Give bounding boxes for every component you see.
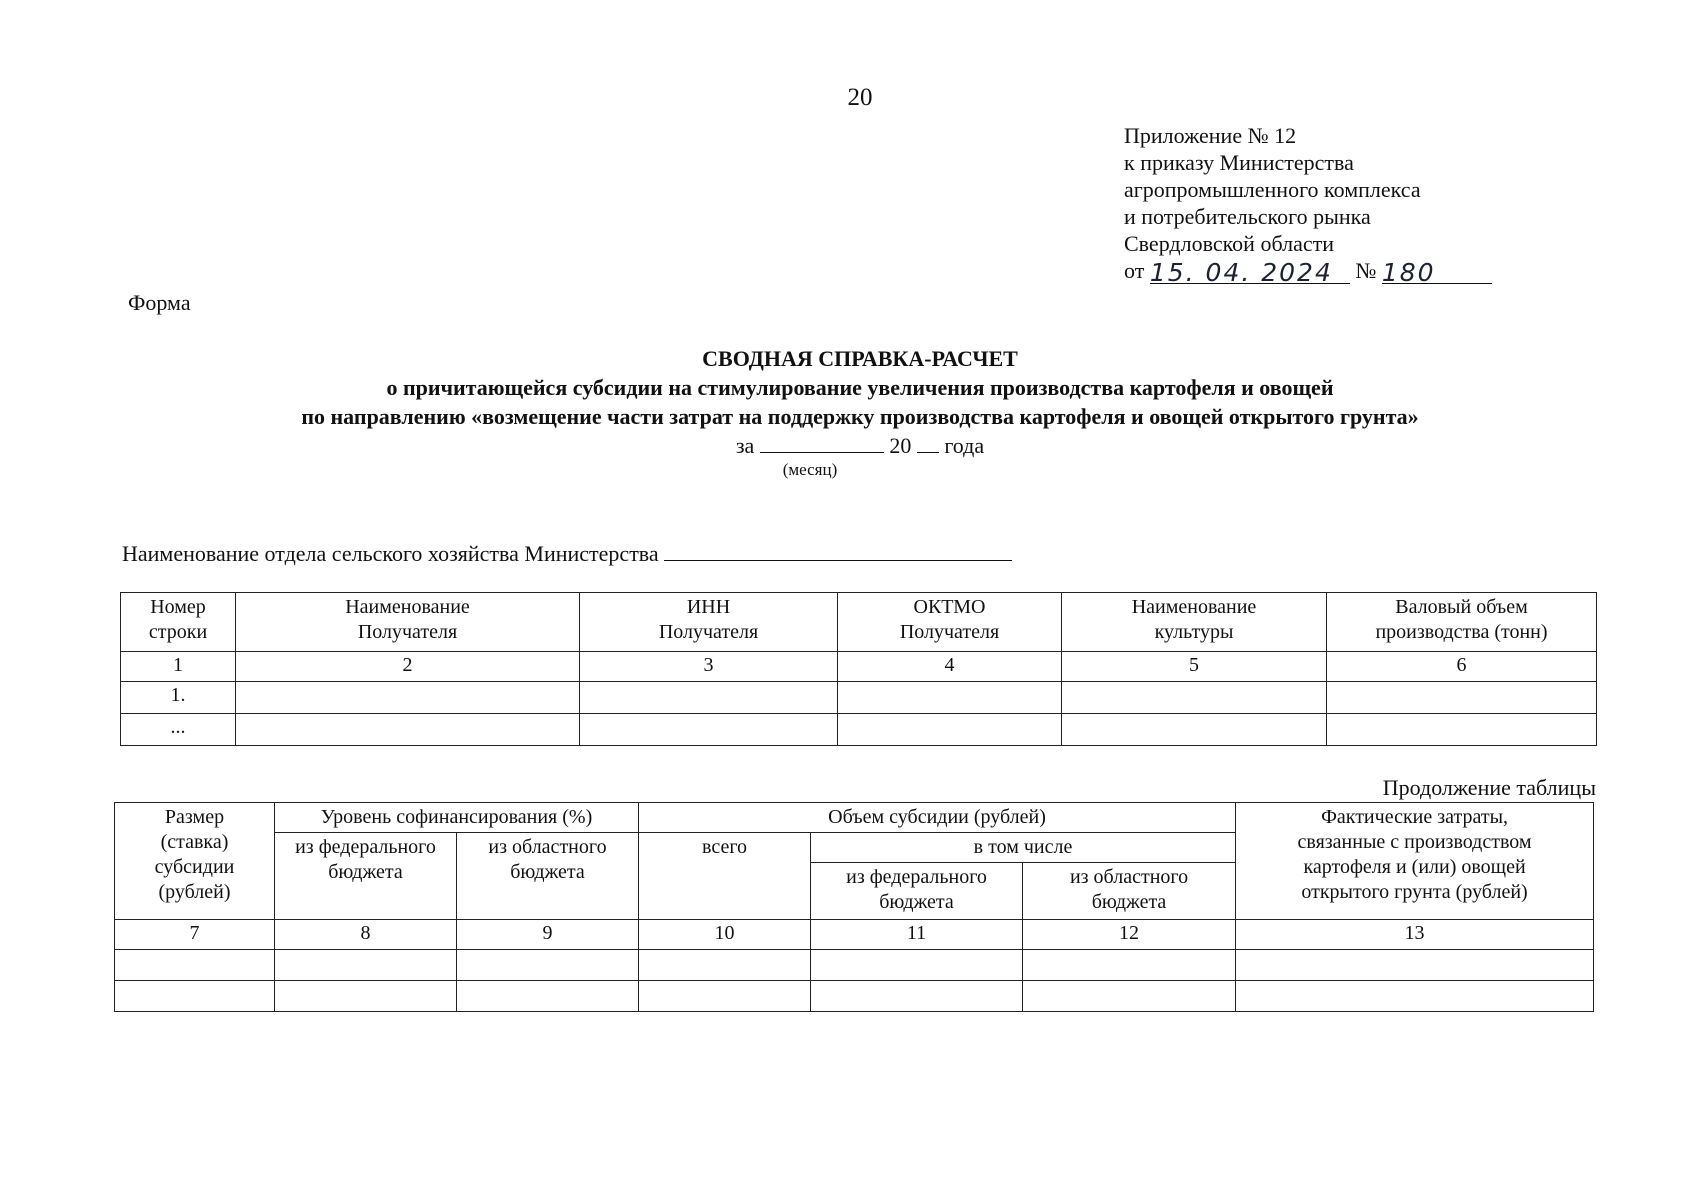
table-header-row — [121, 593, 1597, 652]
column-number: 3 — [580, 652, 838, 682]
column-number-row — [121, 652, 1597, 682]
form-label: Форма — [128, 290, 191, 315]
column-number: 13 — [1236, 920, 1594, 950]
header-cell-total: всего — [639, 833, 811, 920]
column-number: 7 — [115, 920, 275, 950]
table-cell — [457, 981, 639, 1012]
period-suffix: года — [944, 433, 985, 458]
table-cell — [1062, 682, 1327, 714]
period-line — [0, 431, 1697, 460]
table-cell — [639, 981, 811, 1012]
period-prefix: за — [735, 433, 755, 458]
month-blank — [760, 432, 884, 453]
subsidy-table — [114, 802, 1594, 1012]
column-number: 4 — [838, 652, 1062, 682]
appendix-line: Свердловской области — [1124, 231, 1334, 256]
table-cell — [236, 682, 580, 714]
month-caption: (месяц) — [782, 460, 838, 479]
table-cell — [1327, 714, 1597, 746]
header-cell: ОКТМО Получателя — [838, 593, 1062, 652]
header-cell: Валовый объем производства (тонн) — [1327, 593, 1597, 652]
page-number: 20 — [847, 84, 873, 111]
title-subtitle: о причитающейся субсидии на стимулирование увеличения производства картофеля и овощей — [386, 375, 1334, 400]
table-cell — [1236, 981, 1594, 1012]
table-cell — [1236, 950, 1594, 981]
table-cell — [838, 682, 1062, 714]
title-direction: по направлению «возмещение части затрат на поддержку производства картофеля и овощей открытого грунта» — [301, 404, 1419, 429]
table-row — [115, 950, 1594, 981]
handwritten-number: 180 — [1381, 258, 1436, 287]
recipients-table — [120, 592, 1597, 746]
header-cell-federal: из федерального бюджета — [811, 863, 1023, 920]
year-blank — [917, 432, 939, 453]
column-number: 11 — [811, 920, 1023, 950]
header-cell-including: в том числе — [811, 833, 1236, 863]
handwritten-date: 15. 04. 2024 — [1149, 258, 1333, 287]
table-cell — [1327, 682, 1597, 714]
table-cell: 1. — [121, 682, 236, 714]
period-year: 20 — [889, 433, 912, 458]
column-number: 5 — [1062, 652, 1327, 682]
title-main: СВОДНАЯ СПРАВКА-РАСЧЕТ — [702, 346, 1018, 371]
table-cell — [811, 981, 1023, 1012]
column-number: 10 — [639, 920, 811, 950]
order-date-line — [1124, 257, 1564, 287]
table-cell — [580, 682, 838, 714]
table-cell — [1062, 714, 1327, 746]
header-cell: ИНН Получателя — [580, 593, 838, 652]
header-cell-federal: из федерального бюджета — [275, 833, 457, 920]
column-number: 8 — [275, 920, 457, 950]
table-cell — [1023, 950, 1236, 981]
table-header-row — [115, 803, 1594, 833]
column-number: 1 — [121, 652, 236, 682]
table-cell — [275, 950, 457, 981]
header-cell: Наименование Получателя — [236, 593, 580, 652]
table-cell: ... — [121, 714, 236, 746]
header-cell-regional: из областного бюджета — [457, 833, 639, 920]
department-blank — [664, 538, 1012, 561]
table-cell — [115, 981, 275, 1012]
appendix-line: Приложение № 12 — [1124, 123, 1297, 148]
table-cell — [639, 950, 811, 981]
column-number: 2 — [236, 652, 580, 682]
table-cell — [811, 950, 1023, 981]
number-field — [1381, 258, 1492, 287]
table-continued-label: Продолжение таблицы — [1382, 775, 1596, 800]
column-number: 9 — [457, 920, 639, 950]
header-cell-regional: из областного бюджета — [1023, 863, 1236, 920]
date-field — [1149, 258, 1350, 287]
header-cell-cofinancing: Уровень софинансирования (%) — [275, 803, 639, 833]
document-title — [0, 344, 1697, 460]
column-number: 6 — [1327, 652, 1597, 682]
header-cell: Наименование культуры — [1062, 593, 1327, 652]
column-number-row — [115, 920, 1594, 950]
table-cell — [580, 714, 838, 746]
appendix-line: и потребительского рынка — [1124, 204, 1371, 229]
table-cell — [838, 714, 1062, 746]
header-cell-rate: Размер (ставка) субсидии (рублей) — [115, 803, 275, 920]
date-prefix: от — [1124, 258, 1145, 283]
table-row — [115, 981, 1594, 1012]
number-prefix: № — [1355, 258, 1377, 283]
department-line — [122, 538, 1012, 567]
header-cell: Номер строки — [121, 593, 236, 652]
appendix-line: к приказу Министерства — [1124, 150, 1354, 175]
table-cell — [457, 950, 639, 981]
column-number: 12 — [1023, 920, 1236, 950]
table-cell — [1023, 981, 1236, 1012]
table-cell — [236, 714, 580, 746]
table-cell — [115, 950, 275, 981]
header-cell-subsidy-volume: Объем субсидии (рублей) — [639, 803, 1236, 833]
department-label: Наименование отдела сельского хозяйства Министерства — [122, 541, 659, 566]
table-row — [121, 682, 1597, 714]
appendix-line: агропромышленного комплекса — [1124, 177, 1421, 202]
table-row — [121, 714, 1597, 746]
header-cell-actual-costs: Фактические затраты, связанные с производством картофеля и (или) овощей открытого грунта (рублей) — [1236, 803, 1594, 920]
appendix-block — [1124, 122, 1564, 287]
table-cell — [275, 981, 457, 1012]
